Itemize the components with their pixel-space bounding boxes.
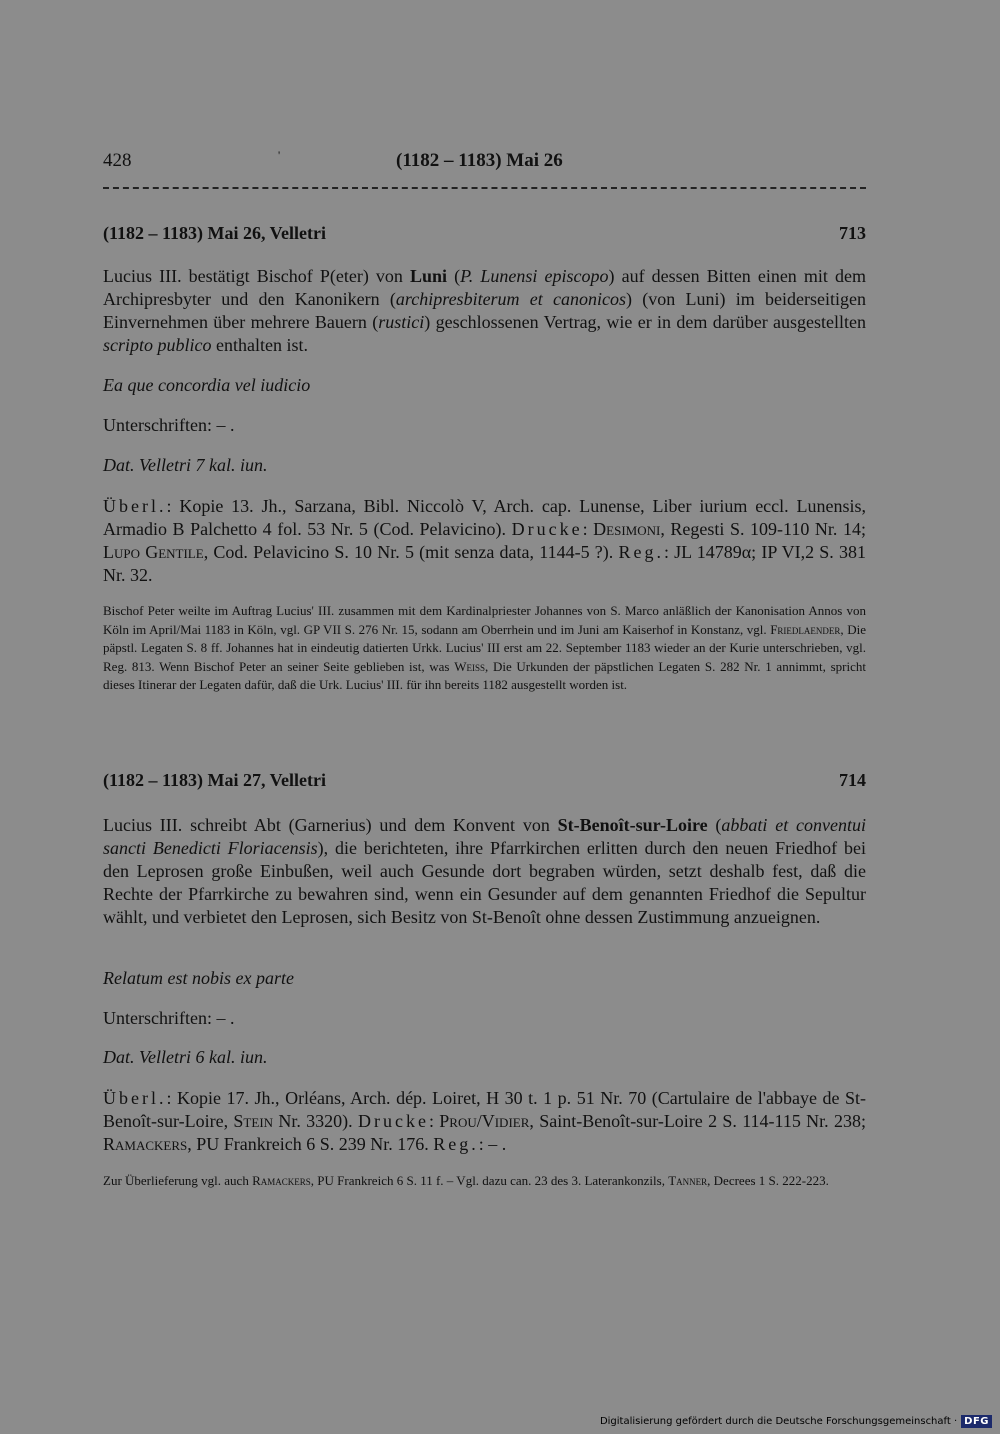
note-text: , Die Urkunden der päpstlichen Legaten S. 282 Nr. 1 annimmt, spricht dieses Itinerar der Legaten dafür, daß die Urk. Lucius' III. für ihn bereits 1182 ausgestellt worden ist. xyxy=(103,658,866,692)
incipit-714: Relatum est nobis ex parte xyxy=(103,968,294,988)
dfg-logo: DFG xyxy=(961,1415,992,1428)
summary-latin: P. Lunensi episcopo xyxy=(460,266,609,286)
tradition-713 xyxy=(103,495,866,587)
author-name: Desimoni xyxy=(593,519,661,539)
tradition-text: , Regesti S. 109-110 Nr. 14; xyxy=(660,519,866,539)
summary-place: Luni xyxy=(410,266,448,286)
author-name: Weiss xyxy=(454,658,485,674)
tradition-text: : JL 14789α; IP VI,2 S. 381 Nr. 32. xyxy=(103,542,867,585)
reg-label: Reg. xyxy=(433,1134,479,1154)
header-rule xyxy=(103,187,866,189)
note-text: Bischof Peter weilte im Auftrag Lucius' III. zusammen mit dem Kardinalpriester Johannes von S. Marco anläßlich der Kanonisation Annos von Köln im April/Mai 1183 in Köln, vgl. GP VII S. 276 Nr. 15, sodann am Oberrhein und im Juni am Kaiserhof in Konstanz, vgl. xyxy=(103,603,866,637)
author-name: Prou/Vidier xyxy=(439,1111,530,1131)
header-mark: ' xyxy=(278,148,281,162)
author-name: Ramackers xyxy=(103,1134,188,1154)
summary-text: enthalten ist. xyxy=(211,335,308,355)
subscriptions-713: Unterschriften: – . xyxy=(103,415,235,435)
summary-text: ) geschlossenen Vertrag, wie er in dem darüber ausgestellten xyxy=(424,312,867,332)
page-number: 428 xyxy=(103,150,132,171)
summary-text: Lucius III. schreibt Abt (Garnerius) und dem Konvent von xyxy=(103,815,558,835)
summary-latin: scripto publico xyxy=(103,335,212,355)
summary-latin: rustici xyxy=(378,312,425,332)
tradition-text: , Cod. Pelavicino S. 10 Nr. 5 (mit senza data, 1144-5 ?). xyxy=(203,542,619,562)
summary-text: ) (von Luni) im beiderseitigen Einvernehmen über mehrere Bauern ( xyxy=(103,289,866,332)
entry-date-place: (1182 – 1183) Mai 26, Velletri xyxy=(103,223,326,243)
summary-latin: abbati et conventui sancti Benedicti Floriacensis xyxy=(103,815,866,858)
tradition-text: : xyxy=(428,1111,440,1131)
note-text: Zur Überlieferung vgl. auch xyxy=(103,1173,253,1188)
credit-text: Digitalisierung gefördert durch die Deutsche Forschungsgemeinschaft · xyxy=(599,1416,958,1427)
tradition-text: : Kopie 17. Jh., Orléans, Arch. dép. Loiret, H 30 t. 1 p. 51 Nr. 70 (Cartulaire de l'abbaye de St-Benoît-sur-Loire, xyxy=(103,1088,866,1131)
entry-number: 713 xyxy=(839,223,866,243)
note-text: , Decrees 1 S. 222-223. xyxy=(707,1173,829,1188)
author-name: Lupo Gentile xyxy=(103,542,204,562)
author-name: Tanner xyxy=(668,1173,708,1188)
incipit-713: Ea que concordia vel iudicio xyxy=(103,375,311,395)
entry-title-714 xyxy=(103,770,866,791)
tradition-text: Nr. 3320). xyxy=(273,1111,358,1131)
tradition-text: : xyxy=(582,519,594,539)
entry-title-713 xyxy=(103,223,866,244)
drucke-label: Drucke xyxy=(511,519,583,539)
entry-summary-713 xyxy=(103,265,866,357)
author-name: Ramackers xyxy=(252,1173,311,1188)
summary-text: ( xyxy=(447,266,461,286)
entry-number: 714 xyxy=(839,770,866,790)
summary-text: ), die berichteten, ihre Pfarrkirchen erlitten durch den neuen Friedhof bei den Leprosen große Einbußen, weil auch Gesunde dort begraben würden, setzt deshalb fest, daß die Rechte der Pfarrkirche zu bewahren sind, wenn ein Gesunder auf dem genannten Friedhof die Sepultur wählt, und verbietet den Leprosen, sich Besitz von St-Benoît ohne dessen Zustimmung anzueignen. xyxy=(103,838,866,927)
summary-latin: archipresbiterum et canonicos xyxy=(395,289,627,309)
tradition-text: , PU Frankreich 6 S. 239 Nr. 176. xyxy=(187,1134,434,1154)
drucke-label: Drucke xyxy=(357,1111,429,1131)
ueberl-label: Überl. xyxy=(103,496,167,516)
summary-text: ) auf dessen Bitten einen mit dem Archipresbyter und den Kanonikern ( xyxy=(103,266,866,309)
running-title: (1182 – 1183) Mai 26 xyxy=(396,150,563,171)
summary-place: St-Benoît-sur-Loire xyxy=(557,815,708,835)
dating-714: Dat. Velletri 6 kal. iun. xyxy=(103,1047,268,1067)
ueberl-label: Überl. xyxy=(103,1088,167,1108)
running-header xyxy=(103,150,866,180)
author-name: Stein xyxy=(233,1111,274,1131)
entry-summary-714 xyxy=(103,814,866,929)
commentary-714 xyxy=(103,1172,866,1191)
note-text: , PU Frankreich 6 S. 11 f. – Vgl. dazu can. 23 des 3. Laterankonzils, xyxy=(310,1173,669,1188)
author-name: Friedlaender xyxy=(770,621,841,637)
dating-713: Dat. Velletri 7 kal. iun. xyxy=(103,455,268,475)
summary-text: Lucius III. bestätigt Bischof P(eter) von xyxy=(103,266,410,286)
reg-label: Reg. xyxy=(618,542,664,562)
subscriptions-714: Unterschriften: – . xyxy=(103,1008,235,1028)
digitization-credit xyxy=(600,1415,992,1428)
entry-date-place: (1182 – 1183) Mai 27, Velletri xyxy=(103,770,326,790)
summary-text: ( xyxy=(707,815,722,835)
tradition-text: , Saint-Benoît-sur-Loire 2 S. 114-115 Nr. 238; xyxy=(529,1111,866,1131)
tradition-text: : Kopie 13. Jh., Sarzana, Bibl. Niccolò V, Arch. cap. Lunense, Liber iurium eccl. Lunensis, Armadio B Palchetto 4 fol. 53 Nr. 5 (Cod. Pelavicino). xyxy=(103,496,866,539)
commentary-713 xyxy=(103,602,866,695)
tradition-text: : – . xyxy=(478,1134,507,1154)
tradition-714 xyxy=(103,1087,866,1156)
note-text: , Die päpstl. Legaten S. 8 ff. Johannes hat in eindeutig datierten Urkk. Lucius' III erst am 22. September 1183 wieder an der Kurie unterschrieben, vgl. Reg. 813. Wenn Bischof Peter an seiner Seite geblieben ist, was xyxy=(103,621,866,674)
